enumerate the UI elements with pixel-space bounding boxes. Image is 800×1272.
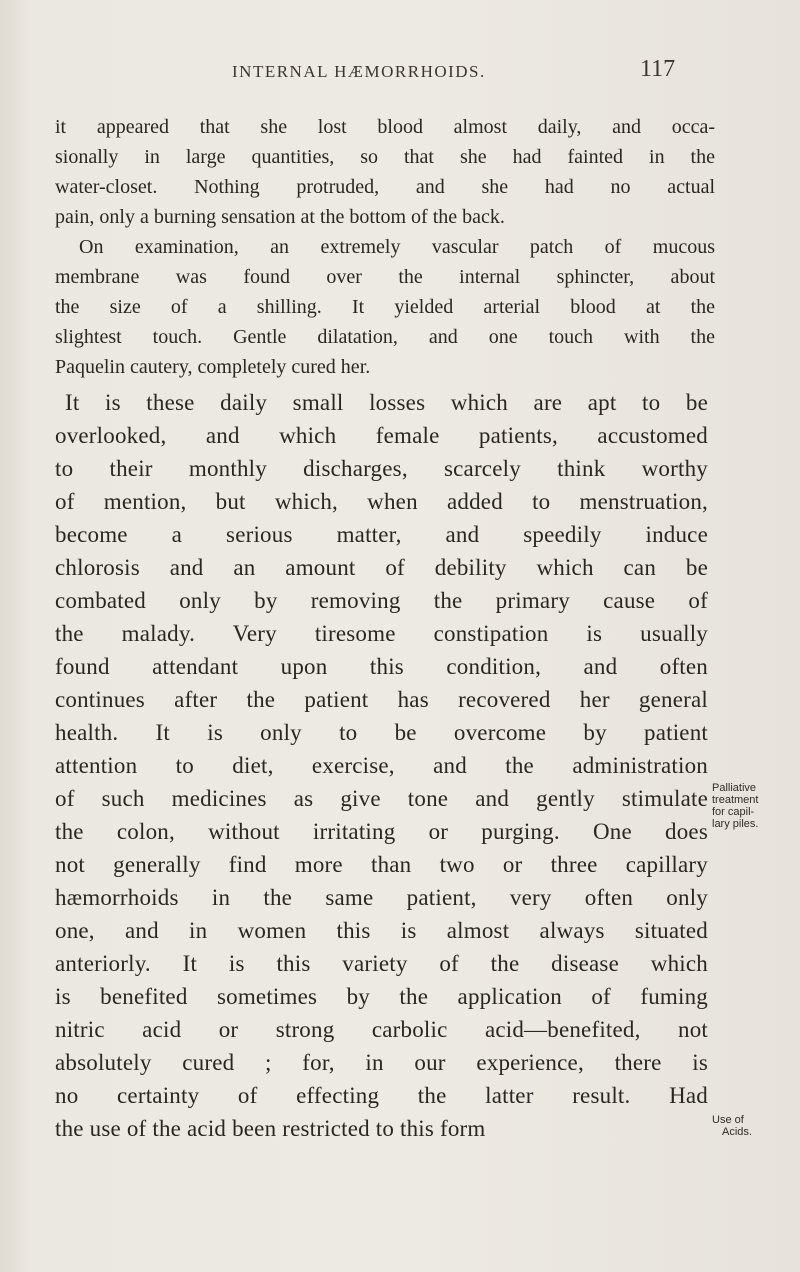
margin-note-line: lary piles.: [712, 818, 759, 830]
text-line: absolutely cured ; for, in our experience, there is: [55, 1050, 708, 1075]
text-line: water-closet. Nothing protruded, and she had no actual: [55, 176, 715, 198]
text-line: to their monthly discharges, scarcely think worthy: [55, 456, 708, 481]
case-report-paragraph: [55, 112, 715, 382]
text-line: the size of a shilling. It yielded arterial blood at the: [55, 296, 715, 318]
text-line: chlorosis and an amount of debility which can be: [55, 555, 708, 580]
text-line: found attendant upon this condition, and often: [55, 654, 708, 679]
text-line: attention to diet, exercise, and the administration: [55, 753, 708, 778]
text-line: overlooked, and which female patients, accustomed: [55, 423, 708, 448]
text-line: the use of the acid been restricted to this form: [55, 1116, 486, 1141]
text-line: Paquelin cautery, completely cured her.: [55, 356, 371, 378]
margin-note-line: treatment: [712, 794, 759, 806]
text-line: health. It is only to be overcome by patient: [55, 720, 708, 745]
margin-note-use-of-acids: [712, 1114, 752, 1138]
text-line: anteriorly. It is this variety of the disease which: [55, 951, 708, 976]
text-line: pain, only a burning sensation at the bottom of the back.: [55, 206, 505, 228]
margin-note-line: for capil-: [712, 806, 755, 818]
text-line: combated only by removing the primary cause of: [55, 588, 708, 613]
text-line: become a serious matter, and speedily induce: [55, 522, 708, 547]
text-line: membrane was found over the internal sphincter, about: [55, 266, 715, 288]
page-number: 117: [640, 56, 676, 82]
main-paragraph: [55, 386, 708, 1145]
text-line: the malady. Very tiresome constipation is usually: [55, 621, 708, 646]
text-line: sionally in large quantities, so that she had fainted in the: [55, 146, 715, 168]
text-line: it appeared that she lost blood almost daily, and occa-: [55, 116, 715, 138]
text-line: no certainty of effecting the latter result. Had: [55, 1083, 708, 1108]
text-line: On examination, an extremely vascular patch of mucous: [79, 236, 715, 258]
text-line: not generally find more than two or three capillary: [55, 852, 708, 877]
text-line: is benefited sometimes by the application of fuming: [55, 984, 708, 1009]
page-header: [0, 56, 800, 86]
text-line: the colon, without irritating or purging. One does: [55, 819, 708, 844]
text-line: of mention, but which, when added to menstruation,: [55, 489, 708, 514]
text-line: of such medicines as give tone and gently stimulate: [55, 786, 708, 811]
running-title: INTERNAL HÆMORRHOIDS.: [232, 62, 486, 81]
text-line: nitric acid or strong carbolic acid—benefited, not: [55, 1017, 708, 1042]
text-line: one, and in women this is almost always situated: [55, 918, 708, 943]
margin-note-line: Palliative: [712, 782, 757, 794]
text-line: It is these daily small losses which are apt to be: [65, 390, 708, 415]
text-line: slightest touch. Gentle dilatation, and one touch with the: [55, 326, 715, 348]
margin-note-palliative-treatment: [712, 782, 758, 830]
margin-note-line: Use of: [712, 1114, 744, 1126]
text-line: hæmorrhoids in the same patient, very often only: [55, 885, 708, 910]
text-line: continues after the patient has recovered her general: [55, 687, 708, 712]
margin-note-line: Acids.: [722, 1126, 752, 1138]
